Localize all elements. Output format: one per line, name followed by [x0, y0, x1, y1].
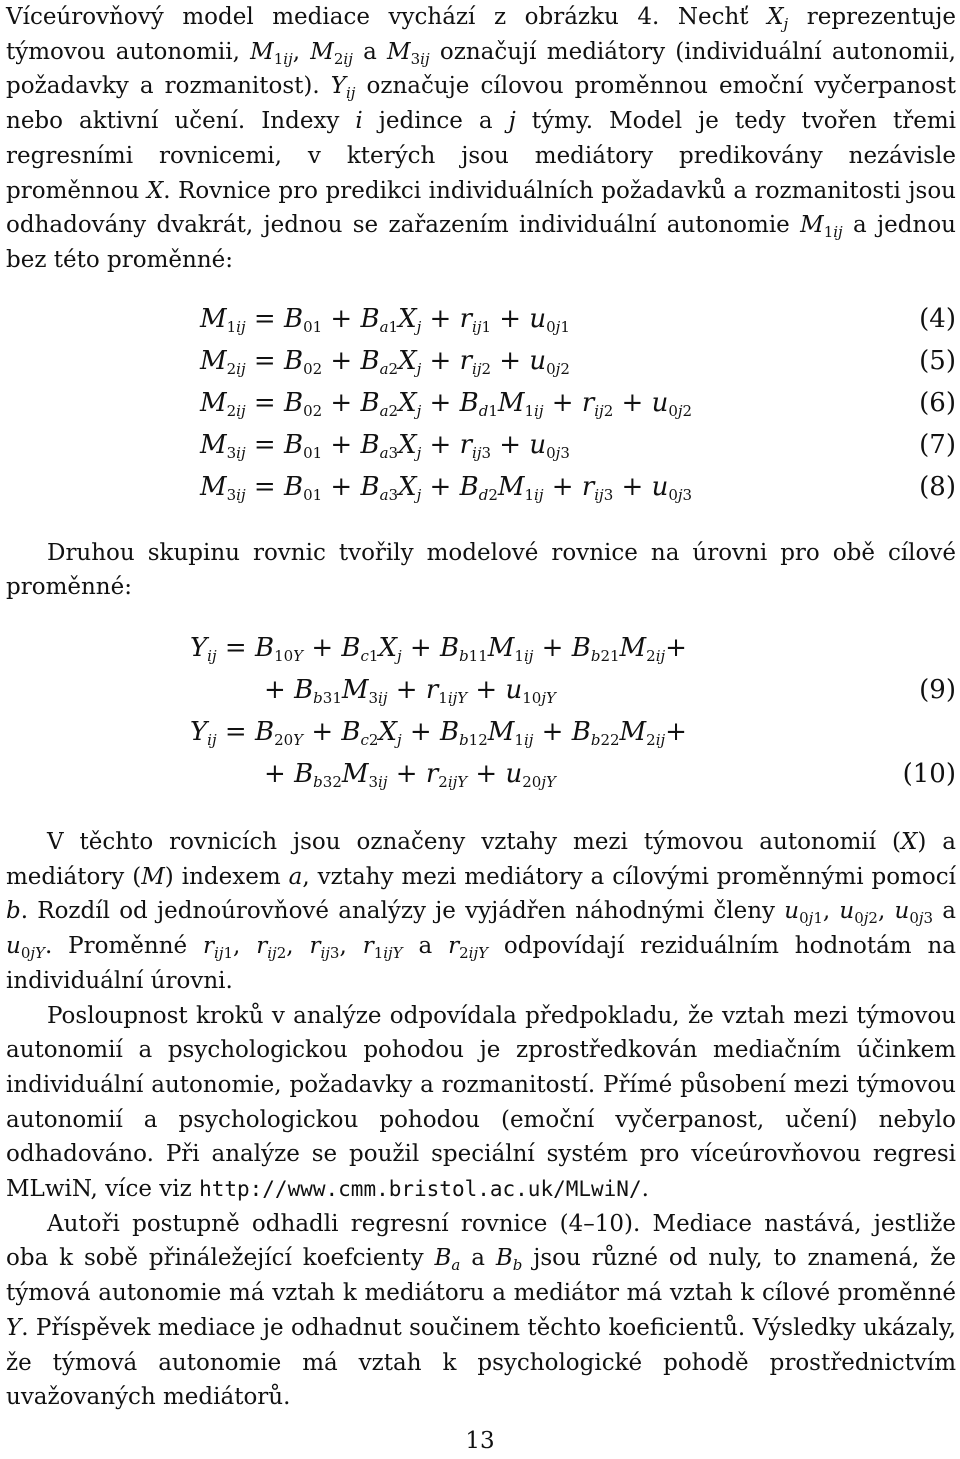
equation-6: $M_{2ij} = B_{02} + B_{a2}X_j + B_{d1}M_{1ij} + r_{ij2} + u_{0j2}$ (6): [6, 382, 956, 424]
equation-number: (5): [919, 345, 956, 376]
paragraph-analysis-steps: Posloupnost kroků v analýze odpovídala předpokladu, že vztah mezi týmovou autonomií a psychologickou pohodou je zprostředkován mediačním účinkem individuální autonomie, požadavky a rozmanitostí. Přímé působení mezi týmovou autonomií a psychologickou pohodou (emoční vyčerpanost, učení) nebylo odhadováno. Při analýze se použil speciální systém pro víceúrovňovou regresi MLwiN, více viz http://www.cmm.bristol.ac.uk/MLwiN/.: [6, 1002, 956, 1203]
equation-number: (7): [919, 429, 956, 460]
paragraph-relations: V těchto rovnicích jsou označeny vztahy mezi týmovou autonomií (X) a mediátory (M) indexem a, vztahy mezi mediátory a cílovými proměnnými pomocí b. Rozdíl od jednoúrovňové analýzy je vyjádřen náhodnými členy $u_{0j1}$, $u_{0j2}$, $u_{0j3}$ a $u_{0jY}$. Proměnné $r_{ij1}$, $r_{ij2}$, $r_{ij3}$, $r_{1ijY}$ a $r_{2ijY}$ odpovídají reziduálním hodnotám na individuální úrovni.: [6, 829, 957, 994]
document-page: [6, 0, 956, 1415]
equation-number: (4): [919, 303, 956, 334]
equation-9-line2: + $B_{b31}M_{3ij} + r_{1ijY} + u_{10jY}$ (9): [6, 669, 956, 711]
page-number: 13: [465, 1428, 495, 1454]
equation-number: (10): [902, 759, 956, 790]
equation-9-line1: $Y_{ij} = B_{10Y} + B_{c1}X_j + B_{b11}M_{1ij} + B_{b21}M_{2ij}+$: [190, 633, 687, 666]
paragraph-intro: Víceúrovňový model mediace vychází z obrázku 4. Nechť $X_j$ reprezentuje týmovou autonomii, $M_{1ij}$, $M_{2ij}$ a $M_{3ij}$ označují mediátory (individuální autonomii, požadavky a rozmanitost). $Y_{ij}$ označuje cílovou proměnnou emoční vyčerpanost nebo aktivní učení. Indexy i jedince a j týmy. Model je tedy tvořen třemi regresními rovnicemi, v kterých jsou mediátory predikovány nezávisle proměnnou X. Rovnice pro predikci individuálních požadavků a rozmanitosti jsou odhadovány dvakrát, jednou se zařazením individuální autonomie $M_{1ij}$ a jednou bez této proměnné:: [6, 4, 957, 273]
mlwin-url-link[interactable]: http://www.cmm.bristol.ac.uk/MLwiN/: [199, 1177, 642, 1202]
paragraph-second-group: Druhou skupinu rovnic tvořily modelové rovnice na úrovni pro obě cílové proměnné:: [6, 539, 956, 601]
equation-7: $M_{3ij} = B_{01} + B_{a3}X_j + r_{ij3} + u_{0j3}$ (7): [6, 424, 956, 466]
equation-4: $M_{1ij} = B_{01} + B_{a1}X_j + r_{ij1} + u_{0j1}$ (4): [6, 298, 956, 340]
equation-5: $M_{2ij} = B_{02} + B_{a2}X_j + r_{ij2} + u_{0j2}$ (5): [6, 340, 956, 382]
equation-block-mediators: [6, 298, 956, 508]
equation-number: (9): [919, 675, 956, 706]
equation-number: (6): [919, 387, 956, 418]
equation-10-line1: $Y_{ij} = B_{20Y} + B_{c2}X_j + B_{b12}M_{1ij} + B_{b22}M_{2ij}+$: [190, 717, 687, 750]
equation-8: $M_{3ij} = B_{01} + B_{a3}X_j + B_{d2}M_{1ij} + r_{ij3} + u_{0j3}$ (8): [6, 466, 956, 508]
paragraph-results: Autoři postupně odhadli regresní rovnice (4–10). Mediace nastává, jestliže oba k sobě přináležející koefcienty $B_a$ a $B_b$ jsou různé od nuly, to znamená, že týmová autonomie má vztah k mediátoru a mediátor má vztah k cílové proměnné Y. Příspěvek mediace je odhadnut součinem těchto koeficientů. Výsledky ukázaly, že týmová autonomie má vztah k psychologické pohodě prostřednictvím uvažovaných mediátorů.: [6, 1210, 956, 1411]
equation-10-line2: + $B_{b32}M_{3ij} + r_{2ijY} + u_{20jY}$ (10): [6, 753, 956, 795]
equation-block-outcomes: [6, 627, 956, 795]
equation-number: (8): [919, 471, 956, 502]
